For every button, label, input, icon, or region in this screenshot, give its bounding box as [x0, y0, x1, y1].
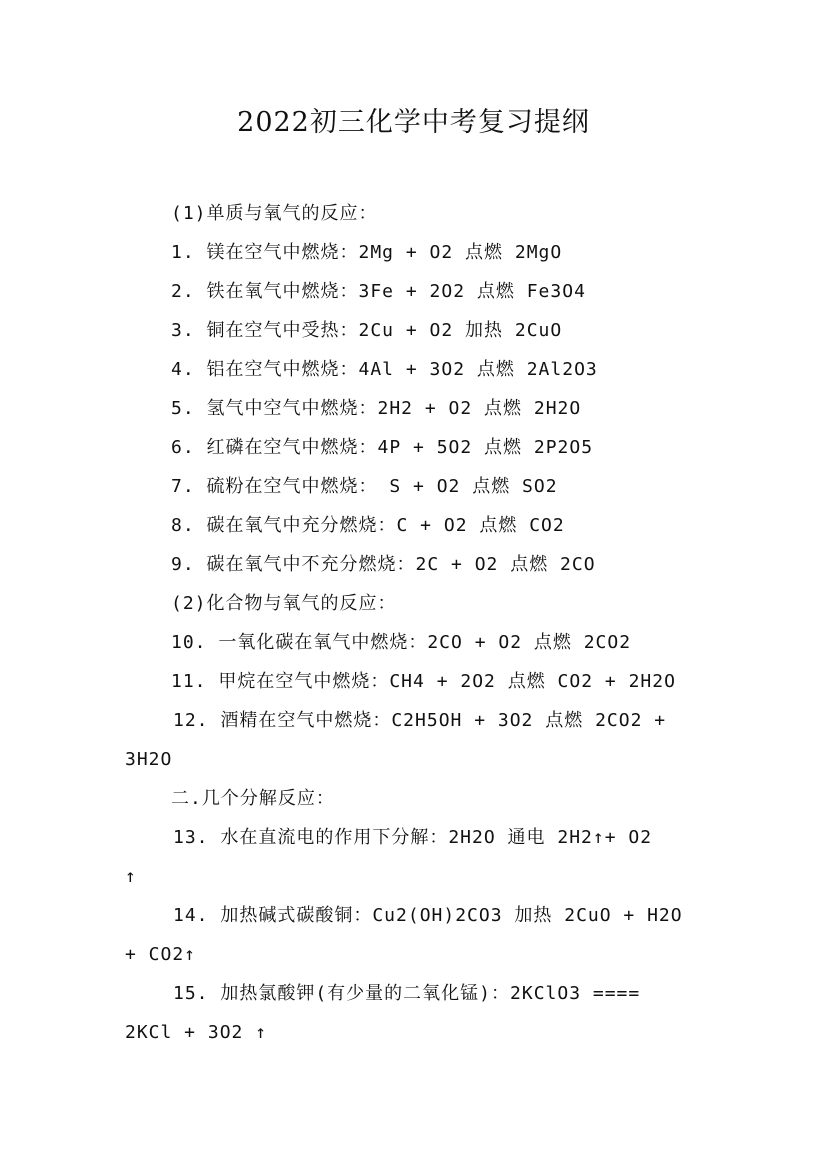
reaction-line-1: 1. 镁在空气中燃烧：2Mg + O2 点燃 2MgO — [171, 242, 563, 263]
document-body — [125, 194, 705, 1052]
reaction-line-7: 7. 硫粉在空气中燃烧： S + O2 点燃 SO2 — [171, 476, 558, 497]
section-heading-1: (1)单质与氧气的反应： — [171, 203, 378, 224]
reaction-line-9: 9. 碳在氧气中不充分燃烧：2C + O2 点燃 2CO — [171, 554, 596, 575]
reaction-line-3: 3. 铜在空气中受热：2Cu + O2 加热 2CuO — [171, 320, 563, 341]
reaction-line-4: 4. 铝在空气中燃烧：4Al + 3O2 点燃 2Al2O3 — [171, 359, 598, 380]
reaction-line-8: 8. 碳在氧气中充分燃烧：C + O2 点燃 CO2 — [171, 515, 565, 536]
reaction-line-14: 14. 加热碱式碳酸铜：Cu2(OH)2CO3 加热 2CuO + H2O — [173, 905, 683, 926]
reaction-line-11: 11. 甲烷在空气中燃烧：CH4 + 2O2 点燃 CO2 + 2H2O — [171, 671, 676, 692]
reaction-line-2: 2. 铁在氧气中燃烧：3Fe + 2O2 点燃 Fe3O4 — [171, 281, 586, 302]
reaction-line-13: 13. 水在直流电的作用下分解：2H2O 通电 2H2↑+ O2 — [173, 827, 653, 848]
reaction-line-14-continued: + CO2↑ — [125, 944, 197, 965]
section-heading-3: 二.几个分解反应： — [171, 788, 335, 809]
reaction-line-15-continued: 2KCl + 3O2 ↑ — [125, 1022, 268, 1043]
reaction-line-13-continued: ↑ — [125, 866, 137, 887]
reaction-line-10: 10. 一氧化碳在氧气中燃烧：2CO + O2 点燃 2CO2 — [171, 632, 632, 653]
reaction-line-5: 5. 氢气中空气中燃烧：2H2 + O2 点燃 2H2O — [171, 398, 582, 419]
reaction-line-15: 15. 加热氯酸钾(有少量的二氧化锰)：2KClO3 ==== — [173, 983, 641, 1004]
section-heading-2: (2)化合物与氧气的反应： — [171, 593, 397, 614]
reaction-line-12-continued: 3H2O — [125, 749, 173, 770]
reaction-line-6: 6. 红磷在空气中燃烧：4P + 5O2 点燃 2P2O5 — [171, 437, 594, 458]
reaction-line-12: 12. 酒精在空气中燃烧：C2H5OH + 3O2 点燃 2CO2 + — [173, 710, 667, 731]
document-title: 2022初三化学中考复习提纲 — [237, 107, 590, 138]
